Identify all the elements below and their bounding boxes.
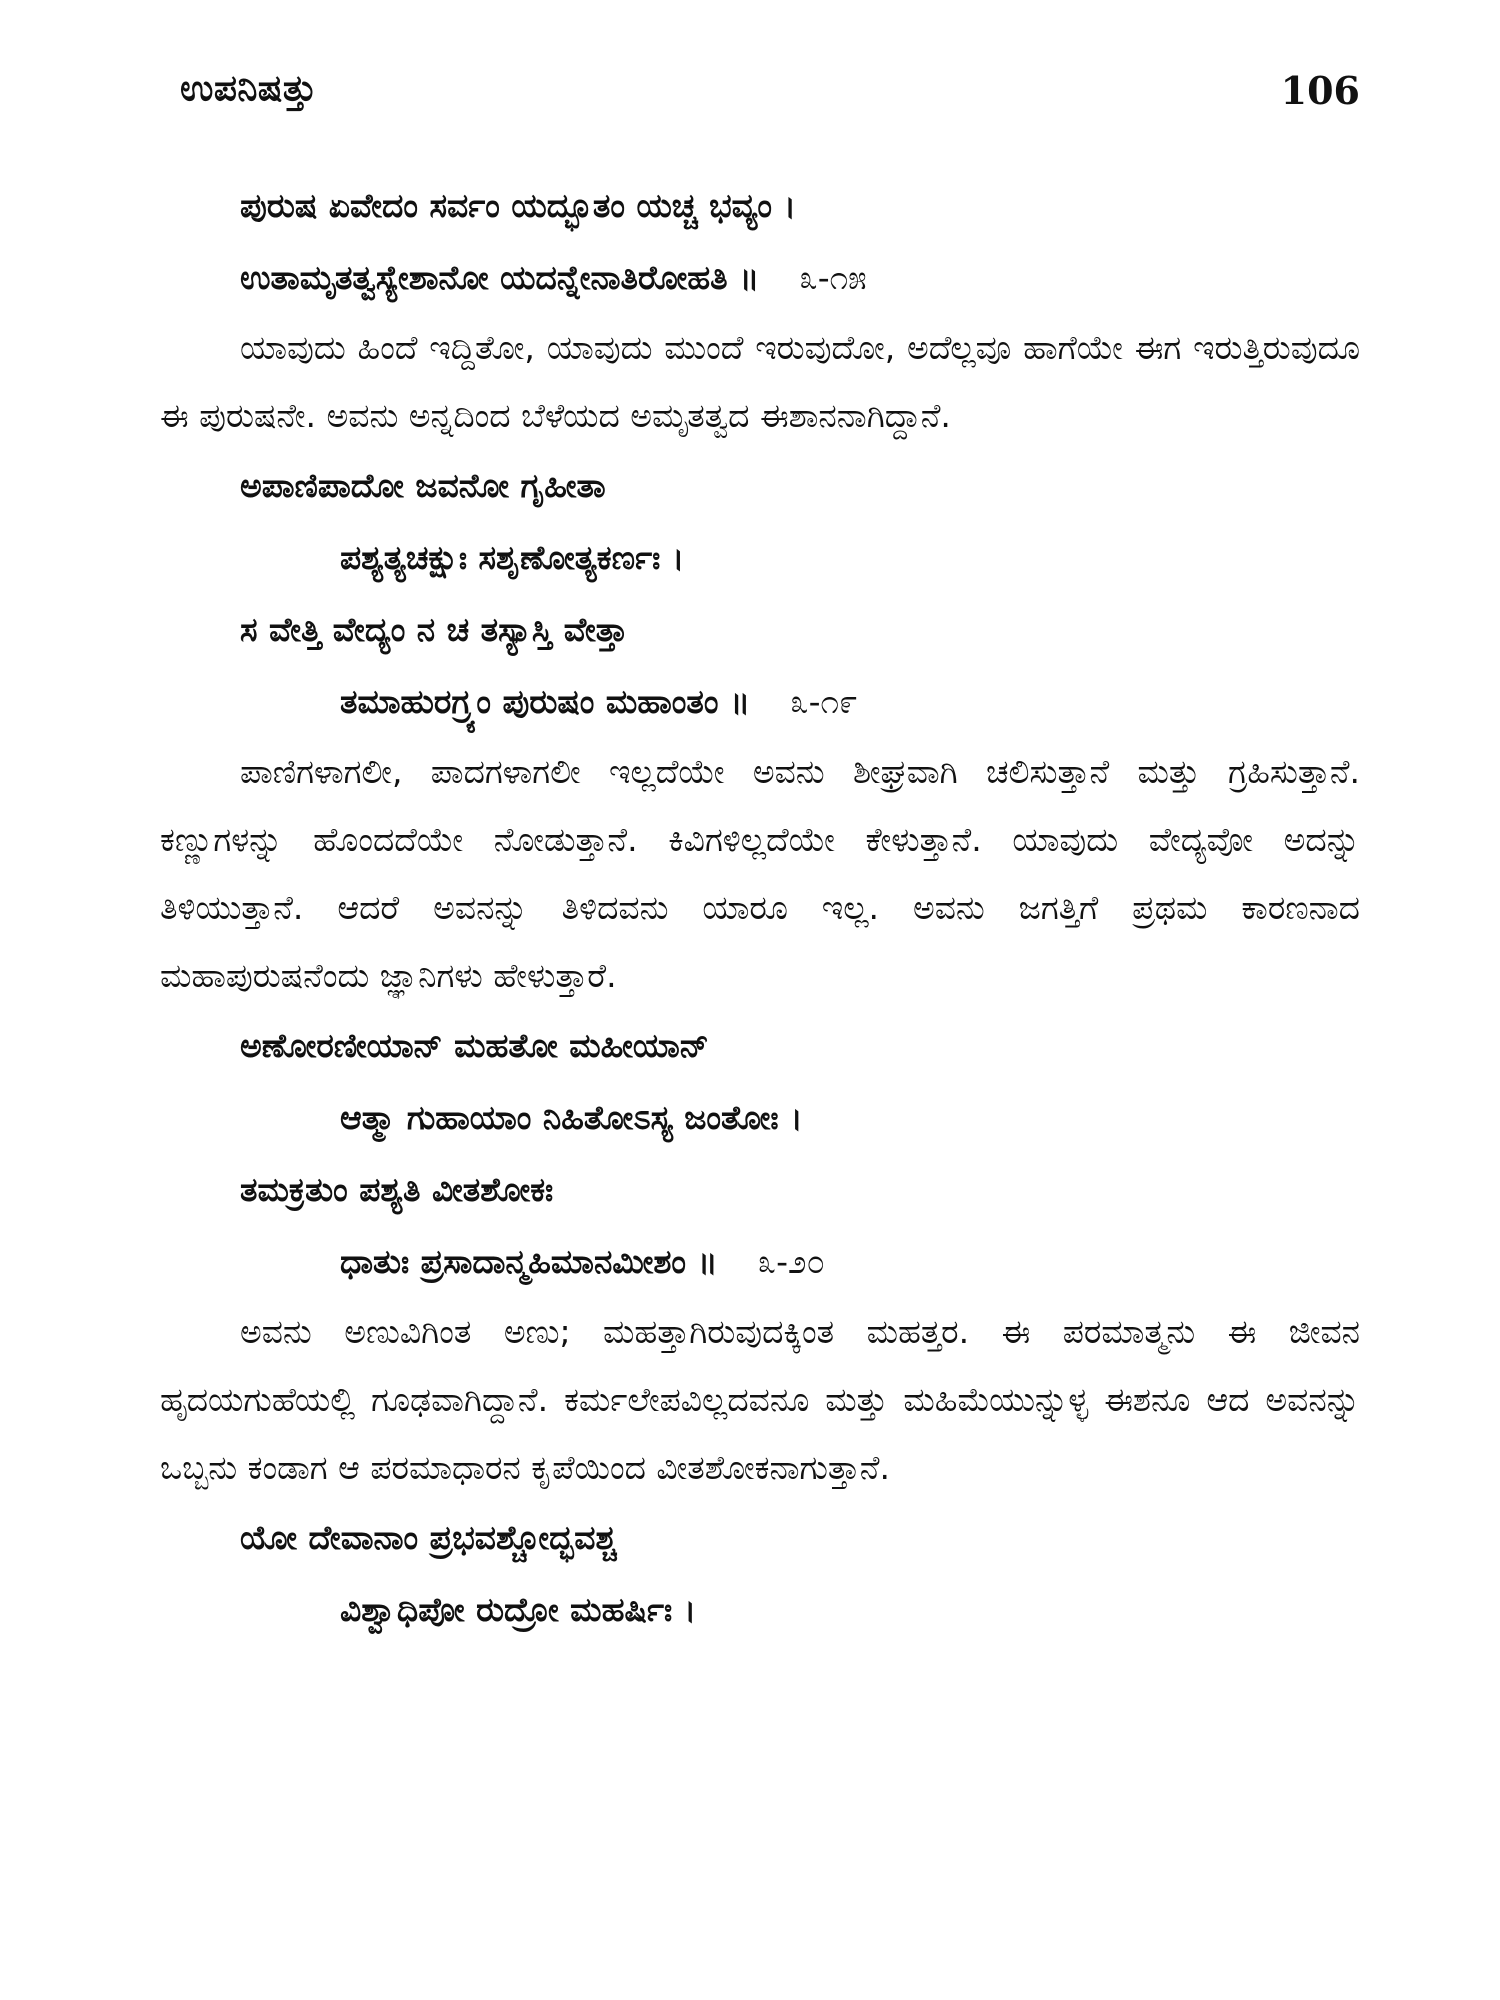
verse-text: ತಮಕ್ರತುಂ ಪಶ್ಯತಿ ವೀತಶೋಕಃ: [240, 1170, 554, 1209]
verse-text: ಯೋ ದೇವಾನಾಂ ಪ್ರಭವಶ್ಚೋದ್ಭವಶ್ಚ: [240, 1518, 617, 1557]
verse-text: ಧಾತುಃ ಪ್ರಸಾದಾನ್ಮಹಿಮಾನಮೀಶಂ ॥: [340, 1242, 718, 1281]
verse-text: ಉತಾಮೃತತ್ವಸ್ಯೇಶಾನೋ ಯದನ್ನೇನಾತಿರೋಹತಿ ॥: [240, 258, 760, 297]
prose-paragraph: ಅವನು ಅಣುವಿಗಿಂತ ಅಣು; ಮಹತ್ತಾಗಿರುವುದಕ್ಕಿಂತ ಮಹತ್ತರ. ಈ ಪರಮಾತ್ಮನು ಈ ಜೀವನ ಹೃದಯಗುಹೆಯಲ್ಲಿ ಗೂಢವಾಗಿದ್ದಾನೆ. ಕರ್ಮಲೇಪವಿಲ್ಲದವನೂ ಮತ್ತು ಮಹಿಮೆಯುನ್ನುಳ್ಳ ಈಶನೂ ಆದ ಅವನನ್ನು ಒಬ್ಬನು ಕಂಡಾಗ ಆ ಪರಮಾಧಾರನ ಕೃಪೆಯಿಂದ ವೀತಶೋಕನಾಗುತ್ತಾನೆ.: [160, 1312, 1360, 1487]
verse-number: ೩-೧೯: [790, 682, 858, 721]
verse-text: ಪುರುಷ ಏವೇದಂ ಸರ್ವಂ ಯದ್ಭೂತಂ ಯಚ್ಚ ಭವ್ಯಂ ।: [240, 186, 797, 225]
verse-line: [240, 170, 1360, 242]
verse-line: [340, 1226, 1360, 1298]
verse-line: [240, 450, 1360, 522]
verse-line: [240, 1502, 1360, 1574]
body-text: [160, 170, 1360, 1646]
page-number: 106: [1280, 68, 1360, 113]
verse-text: ಆತ್ಮಾ ಗುಹಾಯಾಂ ನಿಹಿತೋಽಸ್ಯ ಜಂತೋಃ ।: [340, 1098, 803, 1137]
verse-line: [240, 242, 1360, 314]
verse-text: ಸ ವೇತ್ತಿ ವೇದ್ಯಂ ನ ಚ ತಸ್ಯಾಸ್ತಿ ವೇತ್ತಾ: [240, 610, 628, 649]
prose-paragraph: ಯಾವುದು ಹಿಂದೆ ಇದ್ದಿತೋ, ಯಾವುದು ಮುಂದೆ ಇರುವುದೋ, ಅದೆಲ್ಲವೂ ಹಾಗೆಯೇ ಈಗ ಇರುತ್ತಿರುವುದೂ ಈ ಪುರುಷನೇ. ಅವನು ಅನ್ನದಿಂದ ಬೆಳೆಯದ ಅಮೃತತ್ವದ ಈಶಾನನಾಗಿದ್ದಾನೆ.: [160, 328, 1360, 435]
running-title: ಉಪನಿಷತ್ತು: [180, 68, 317, 109]
verse-line: [340, 666, 1360, 738]
verse-text: ಅಣೋರಣೀಯಾನ್ ಮಹತೋ ಮಹೀಯಾನ್: [240, 1026, 709, 1065]
verse-number: ೩-೨೦: [757, 1242, 826, 1281]
verse-text: ವಿಶ್ವಾಧಿಪೋ ರುದ್ರೋ ಮಹರ್ಷಿಃ ।: [340, 1590, 697, 1629]
verse-line: [340, 522, 1360, 594]
verse-line: [240, 1154, 1360, 1226]
verse-line: [340, 1574, 1360, 1646]
prose-paragraph: ಪಾಣಿಗಳಾಗಲೀ, ಪಾದಗಳಾಗಲೀ ಇಲ್ಲದೆಯೇ ಅವನು ಶೀಘ್ರವಾಗಿ ಚಲಿಸುತ್ತಾನೆ ಮತ್ತು ಗ್ರಹಿಸುತ್ತಾನೆ. ಕಣ್ಣುಗಳನ್ನು ಹೊಂದದೆಯೇ ನೋಡುತ್ತಾನೆ. ಕಿವಿಗಳಿಲ್ಲದೆಯೇ ಕೇಳುತ್ತಾನೆ. ಯಾವುದು ವೇದ್ಯವೋ ಅದನ್ನು ತಿಳಿಯುತ್ತಾನೆ. ಆದರೆ ಅವನನ್ನು ತಿಳಿದವನು ಯಾರೂ ಇಲ್ಲ. ಅವನು ಜಗತ್ತಿಗೆ ಪ್ರಥಮ ಕಾರಣನಾದ ಮಹಾಪುರುಷನೆಂದು ಜ್ಞಾನಿಗಳು ಹೇಳುತ್ತಾರೆ.: [160, 752, 1360, 995]
verse-line: [240, 1010, 1360, 1082]
verse-text: ಪಶ್ಯತ್ಯಚಕ್ಷುಃ ಸಶೃಣೋತ್ಯಕರ್ಣಃ ।: [340, 538, 685, 577]
verse-line: [340, 1082, 1360, 1154]
verse-number: ೩-೧೫: [799, 258, 867, 297]
verse-text: ಅಪಾಣಿಪಾದೋ ಜವನೋ ಗೃಹೀತಾ: [240, 466, 606, 505]
verse-text: ತಮಾಹುರಗ್ರ್ಯಂ ಪುರುಷಂ ಮಹಾಂತಂ ॥: [340, 682, 751, 721]
verse-line: [240, 594, 1360, 666]
